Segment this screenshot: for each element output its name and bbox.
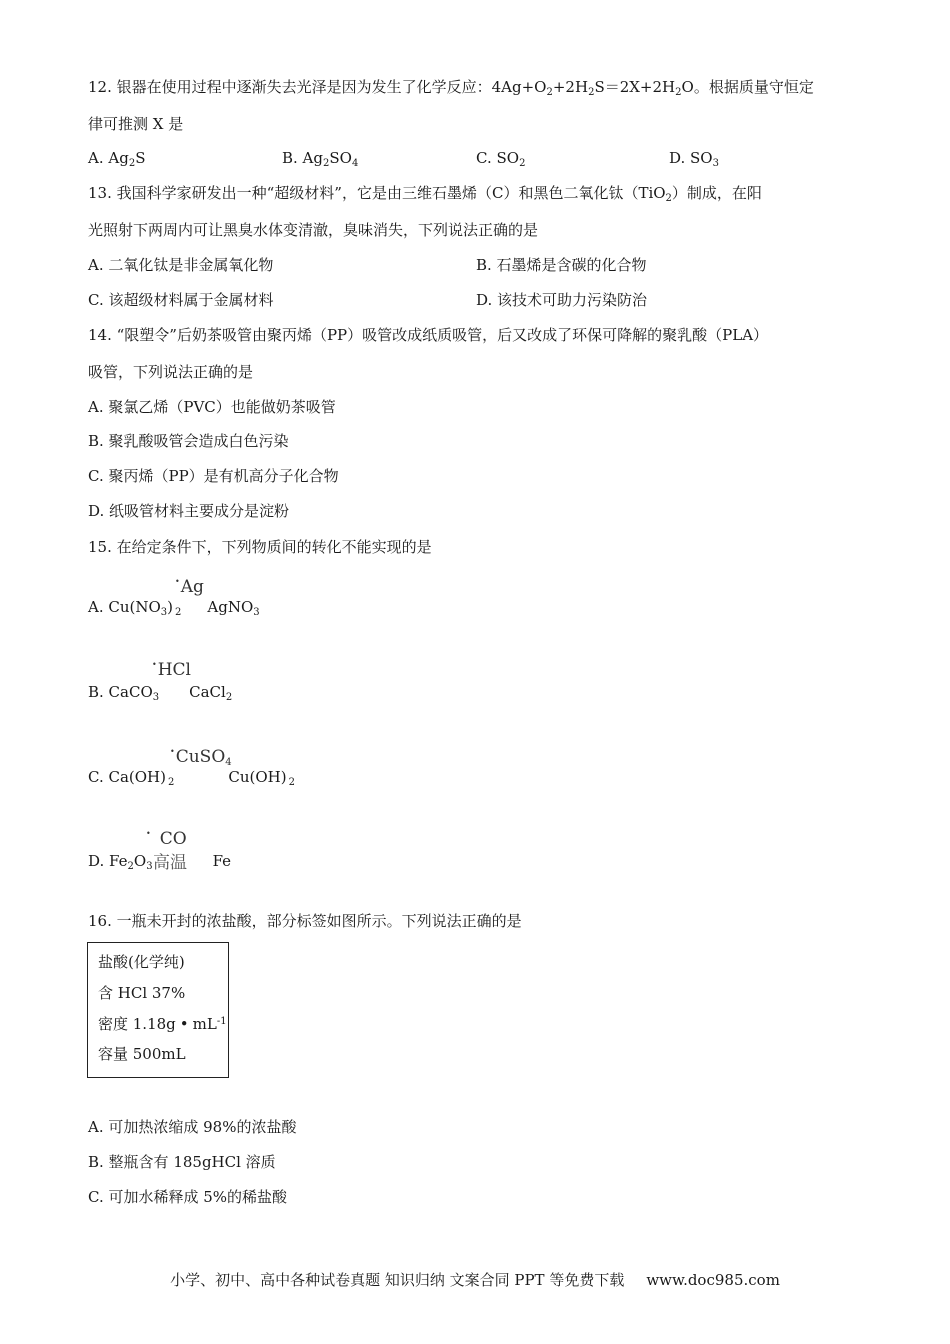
q15-option-b: B. CaCO$_3$ CaCl$_2$ (88, 683, 233, 703)
q15-option-d: D. $Fe_2O_3$ Fe (88, 852, 232, 872)
label-name: 盐酸(化学纯) (98, 953, 185, 971)
q13-option-c: C. 该超级材料属于金属材料 (88, 291, 274, 309)
q12-option-b: B. $Ag_2SO_4$ (282, 149, 359, 169)
footer-text: 小学、初中、高中各种试卷真题 知识归纳 文案合同 PPT 等免费下载 (170, 1271, 625, 1289)
q15d-condition-below: 高温 (153, 853, 187, 873)
q12-option-d: D. $SO_3$ (669, 149, 719, 169)
q14-option-d: D. 纸吸管材料主要成分是淀粉 (88, 502, 290, 520)
q12-stem-line2: 律可推测 X 是 (88, 115, 184, 133)
q14-option-b: B. 聚乳酸吸管会造成白色污染 (88, 432, 289, 450)
q15a-condition: •Ag (175, 577, 204, 597)
q16-option-a: A. 可加热浓缩成 98%的浓盐酸 (88, 1118, 297, 1136)
label-volume: 容量 500mL (98, 1045, 186, 1063)
q15-option-a: A. $Cu(NO_3)$ $_2$ AgNO$_3$ (88, 598, 260, 618)
q12-stem-line1: 12. 银器在使用过程中逐渐失去光泽是因为发生了化学反应：$4Ag+O_2+2H_2S=2X+2H_2O$。根据质量守恒定 (88, 78, 814, 98)
label-concentration: 含 HCl 37% (98, 984, 186, 1002)
q13-stem-line2: 光照射下两周内可让黑臭水体变清澈，臭味消失，下列说法正确的是 (88, 221, 539, 239)
q15-stem: 15. 在给定条件下，下列物质间的转化不能实现的是 (88, 538, 432, 556)
q13-option-a: A. 二氧化钛是非金属氧化物 (88, 256, 274, 274)
q14-option-a: A. 聚氯乙烯（PVC）也能做奶茶吸管 (88, 398, 336, 416)
reagent-label-box (87, 942, 229, 1078)
q13-option-d: D. 该技术可助力污染防治 (476, 291, 648, 309)
q16-stem: 16. 一瓶未开封的浓盐酸，部分标签如图所示。下列说法正确的是 (88, 912, 522, 930)
q15d-condition: • CO (146, 829, 187, 849)
label-density: 密度 1.18g • $mL^{-1}$ (98, 1015, 227, 1033)
q13-stem-line1: 13. 我国科学家研发出一种“超级材料”，它是由三维石墨烯（C）和黑色二氧化钛（TiO$_2$）制成，在阳 (88, 184, 762, 204)
q12-option-a: A. $Ag_2S$ (88, 149, 146, 169)
q14-stem-line2: 吸管，下列说法正确的是 (88, 363, 254, 381)
q15c-condition: •CuSO$_4$ (170, 747, 232, 768)
q16-option-c: C. 可加水稀释成 5%的稀盐酸 (88, 1188, 288, 1206)
page-footer (0, 1270, 950, 1290)
q16-option-b: B. 整瓶含有 185gHCl 溶质 (88, 1153, 276, 1171)
q14-stem-line1: 14. “限塑令”后奶茶吸管由聚丙烯（PP）吸管改成纸质吸管，后又改成了环保可降解的聚乳酸（PLA） (88, 326, 769, 344)
q12-option-c: C. $SO_2$ (476, 149, 526, 169)
q15b-condition: •HCl (152, 660, 191, 680)
footer-link[interactable]: www.doc985.com (646, 1271, 780, 1289)
q15-option-c: C. Ca(OH) $_2$ Cu(OH) $_2$ (88, 768, 295, 788)
q14-option-c: C. 聚丙烯（PP）是有机高分子化合物 (88, 467, 339, 485)
q13-option-b: B. 石墨烯是含碳的化合物 (476, 256, 647, 274)
